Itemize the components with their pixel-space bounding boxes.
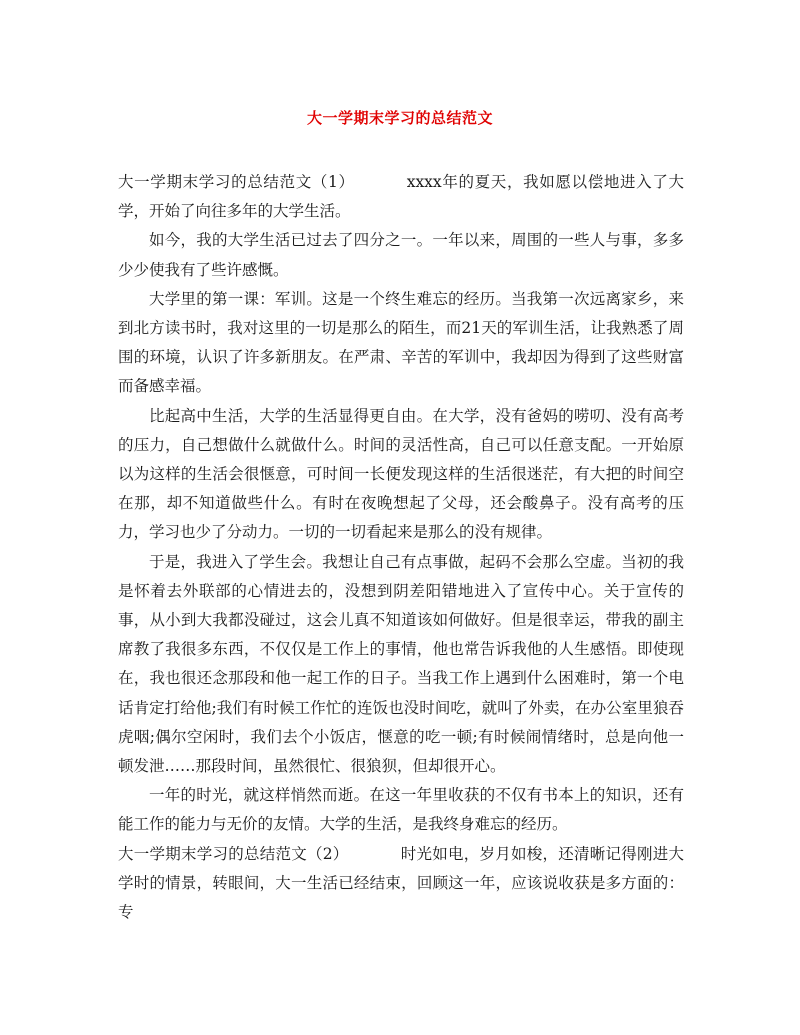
section-2-intro (118, 840, 684, 928)
paragraph: 一年的时光，就这样悄然而逝。在这一年里收获的不仅有书本上的知识，还有能工作的能力与无价的友情。大学的生活，是我终身难忘的经历。 (118, 786, 684, 834)
document-title: 大一学期末学习的总结范文 (306, 109, 493, 127)
paragraph: 比起高中生活，大学的生活显得更自由。在大学，没有爸妈的唠叨、没有高考的压力，自己想做什么就做什么。时间的灵活性高，自己可以任意支配。一开始原以为这样的生活会很惬意，可时间一长便发现这样的生活很迷茫，有大把的时间空在那，却不知道做些什么。有时在夜晚想起了父母，还会酸鼻子。没有高考的压力，学习也少了分动力。一切的一切看起来是那么的没有规律。 (118, 406, 684, 542)
section-1-opening: xxxx年的夏天，我如愿以偿地进入了大学，开始了向往多年的大学生活。 (118, 173, 684, 221)
section-1-intro (118, 168, 684, 226)
section-1-label: 大一学期末学习的总结范文（1） (118, 173, 355, 191)
document-body (118, 168, 684, 927)
section-2-label: 大一学期末学习的总结范文（2） (118, 844, 349, 863)
paragraph: 如今，我的大学生活已过去了四分之一。一年以来，周围的一些人与事，多多少少使我有了些许感慨。 (118, 231, 684, 279)
section-2-opening: 时光如电，岁月如梭，还清晰记得刚进大学时的情景，转眼间，大一生活已经结束，回顾这一年，应该说收获是多方面的：专 (118, 844, 684, 922)
paragraph: 于是，我进入了学生会。我想让自己有点事做，起码不会那么空虚。当初的我是怀着去外联部的心情进去的，没想到阴差阳错地进入了宣传中心。关于宣传的事，从小到大我都没碰过，这会儿真不知道该如何做好。但是很幸运，带我的副主席教了我很多东西，不仅仅是工作上的事情，他也常告诉我他的人生感悟。即使现在，我也很还念那段和他一起工作的日子。当我工作上遇到什么困难时，第一个电话肯定打给他;我们有时候工作忙的连饭也没时间吃，就叫了外卖，在办公室里狼吞虎咽;偶尔空闲时，我们去个小饭店，惬意的吃一顿;有时候闹情绪时，总是向他一顿发泄……那段时间，虽然很忙、很狼狈，但却很开心。 (118, 552, 684, 776)
paragraph: 大学里的第一课：军训。这是一个终生难忘的经历。当我第一次远离家乡，来到北方读书时，我对这里的一切是那么的陌生，而21天的军训生活，让我熟悉了周围的环境，认识了许多新朋友。在严肃、辛苦的军训中，我却因为得到了这些财富而备感幸福。 (118, 289, 684, 396)
